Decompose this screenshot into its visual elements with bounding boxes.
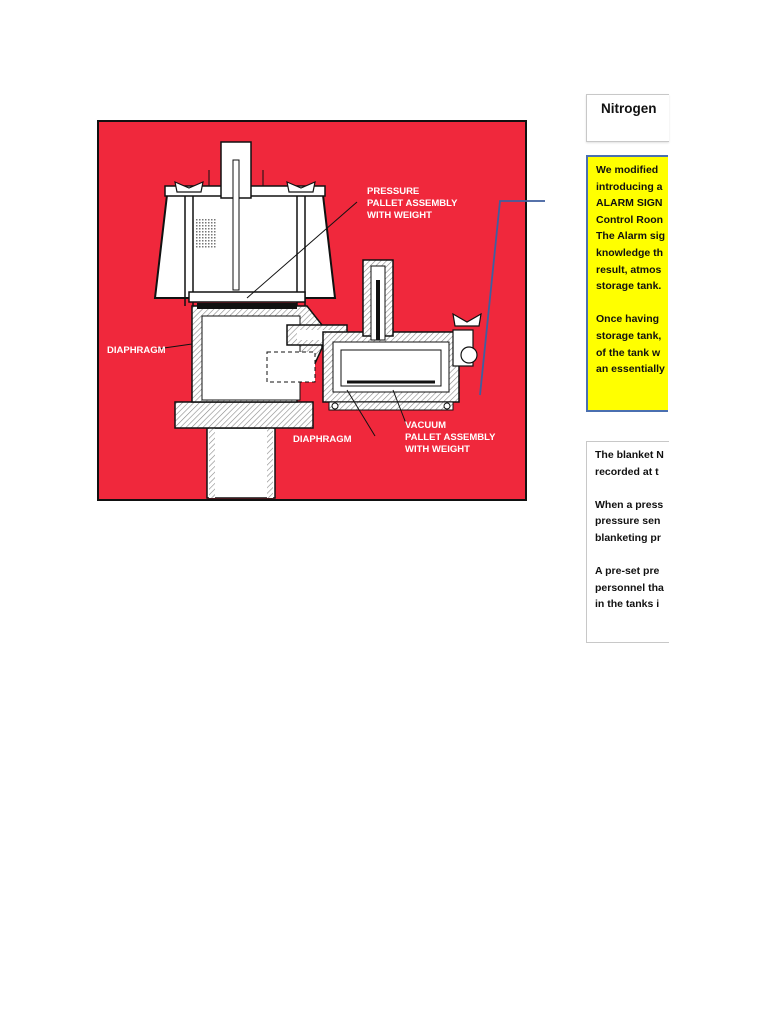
note-line: Once having [596, 313, 660, 326]
desc-line: in the tanks i [595, 598, 660, 611]
alarm-note-box [586, 155, 668, 412]
desc-line: When a press [595, 498, 664, 511]
label-pressure-pallet: PRESSURE PALLET ASSEMBLY WITH WEIGHT [367, 186, 458, 221]
alarm-note-text [596, 162, 668, 378]
note-line: We modified [596, 164, 659, 176]
desc-gap [595, 547, 669, 564]
note-line: Control Roon [596, 213, 664, 226]
note-gap [596, 295, 668, 312]
note-line: result, atmos [596, 263, 662, 276]
note-line: knowledge th [596, 246, 664, 259]
note-line: storage tank. [596, 280, 662, 293]
title-box [586, 94, 669, 142]
note-line: ALARM SIGN [596, 197, 663, 210]
blanket-description-text [595, 447, 669, 613]
desc-line: The blanket N [595, 449, 664, 461]
blanket-description-box [586, 441, 669, 643]
desc-line: recorded at t [595, 465, 659, 478]
desc-line: pressure sen [595, 515, 661, 528]
label-vacuum-pallet: VACUUM PALLET ASSEMBLY WITH WEIGHT [405, 420, 496, 455]
desc-gap [595, 480, 669, 497]
desc-line: A pre-set pre [595, 565, 660, 578]
note-line: The Alarm sig [596, 230, 666, 243]
title-text: Nitrogen [601, 101, 657, 116]
desc-line: blanketing pr [595, 531, 661, 544]
note-line: an essentially [596, 363, 665, 376]
label-diaphragm-left: DIAPHRAGM [107, 345, 166, 356]
note-line: introducing a [596, 180, 663, 193]
note-line: of the tank w [596, 346, 661, 359]
label-diaphragm-bottom: DIAPHRAGM [293, 434, 352, 445]
note-line: storage tank, [596, 329, 662, 342]
desc-line: personnel tha [595, 581, 664, 594]
